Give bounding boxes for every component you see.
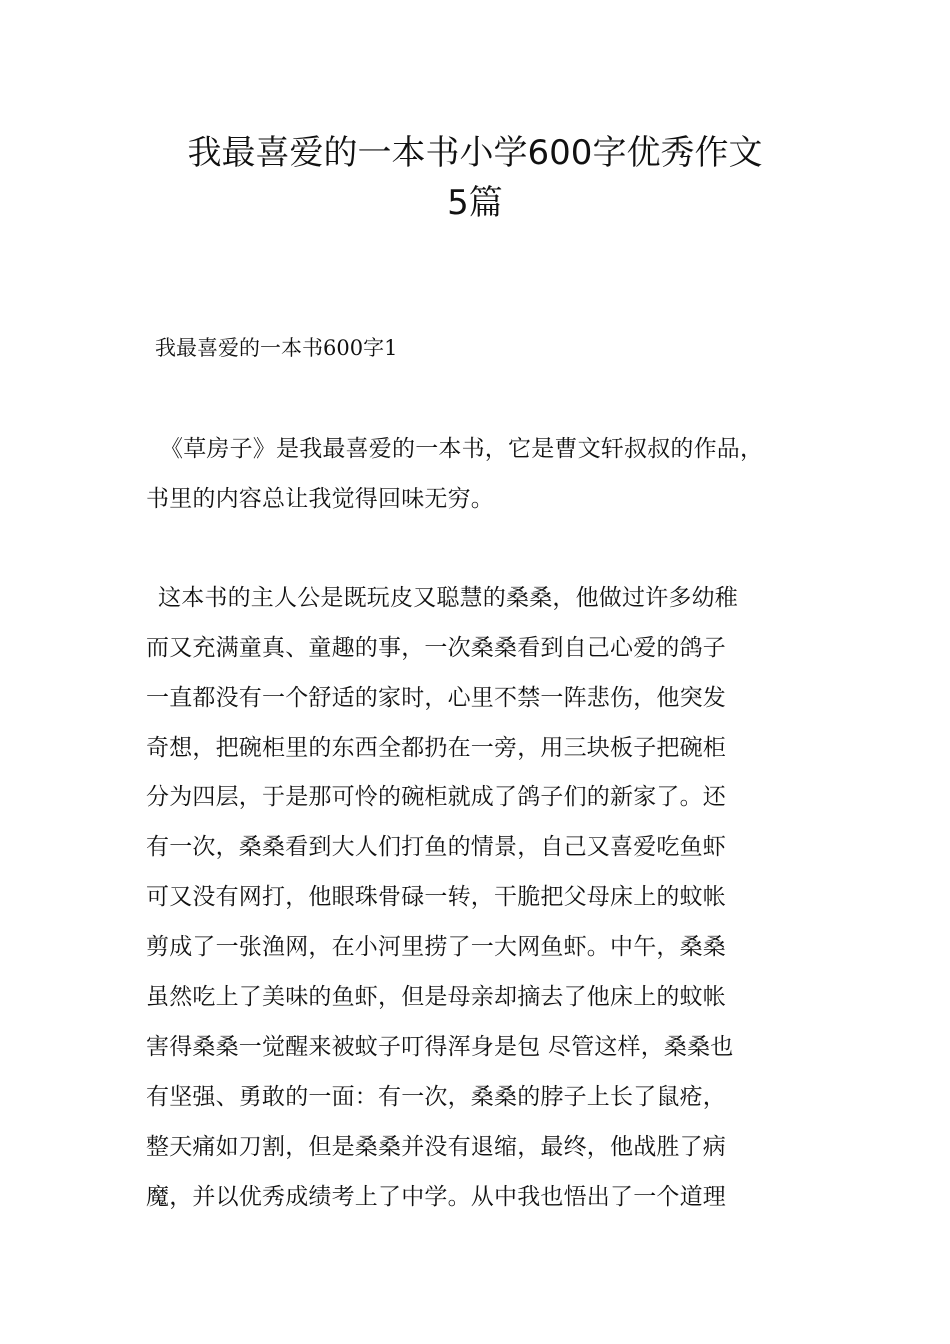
paragraph-line: 这本书的主人公是既玩皮又聪慧的桑桑，他做过许多幼稚 <box>158 585 738 611</box>
paragraph-line: 可又没有网打，他眼珠骨碌一转，干脆把父母床上的蚊帐 <box>146 884 726 910</box>
paragraph-line: 有一次，桑桑看到大人们打鱼的情景，自己又喜爱吃鱼虾 <box>146 834 726 860</box>
essay-subheading: 我最喜爱的一本书600字1 <box>155 336 398 360</box>
paragraph-line: 分为四层，于是那可怜的碗柜就成了鸽子们的新家了。还 <box>146 784 726 810</box>
paragraph-line: 有坚强、勇敢的一面：有一次，桑桑的脖子上长了鼠疮， <box>146 1084 726 1110</box>
document-title-line-2: 5篇 <box>447 183 503 223</box>
paragraph-line: 魔，并以优秀成绩考上了中学。从中我也悟出了一个道理 <box>146 1184 726 1210</box>
paragraph-line: 奇想，把碗柜里的东西全都扔在一旁，用三块板子把碗柜 <box>146 735 726 761</box>
paragraph-line: 害得桑桑一觉醒来被蚊子叮得浑身是包 尽管这样，桑桑也 <box>146 1034 734 1060</box>
paragraph-line: 《草房子》是我最喜爱的一本书，它是曹文轩叔叔的作品， <box>160 436 764 462</box>
paragraph-line: 整天痛如刀割，但是桑桑并没有退缩，最终，他战胜了病 <box>146 1134 726 1160</box>
paragraph-line: 虽然吃上了美味的鱼虾，但是母亲却摘去了他床上的蚊帐 <box>146 984 726 1010</box>
document-title-line-1: 我最喜爱的一本书小学600字优秀作文 <box>187 133 763 173</box>
paragraph-line: 一直都没有一个舒适的家时，心里不禁一阵悲伤，他突发 <box>146 685 726 711</box>
paragraph-line: 剪成了一张渔网，在小河里捞了一大网鱼虾。中午，桑桑 <box>146 934 726 960</box>
paragraph-line: 而又充满童真、童趣的事，一次桑桑看到自己心爱的鸽子 <box>146 635 726 661</box>
paragraph-line: 书里的内容总让我觉得回味无穷。 <box>146 486 494 512</box>
